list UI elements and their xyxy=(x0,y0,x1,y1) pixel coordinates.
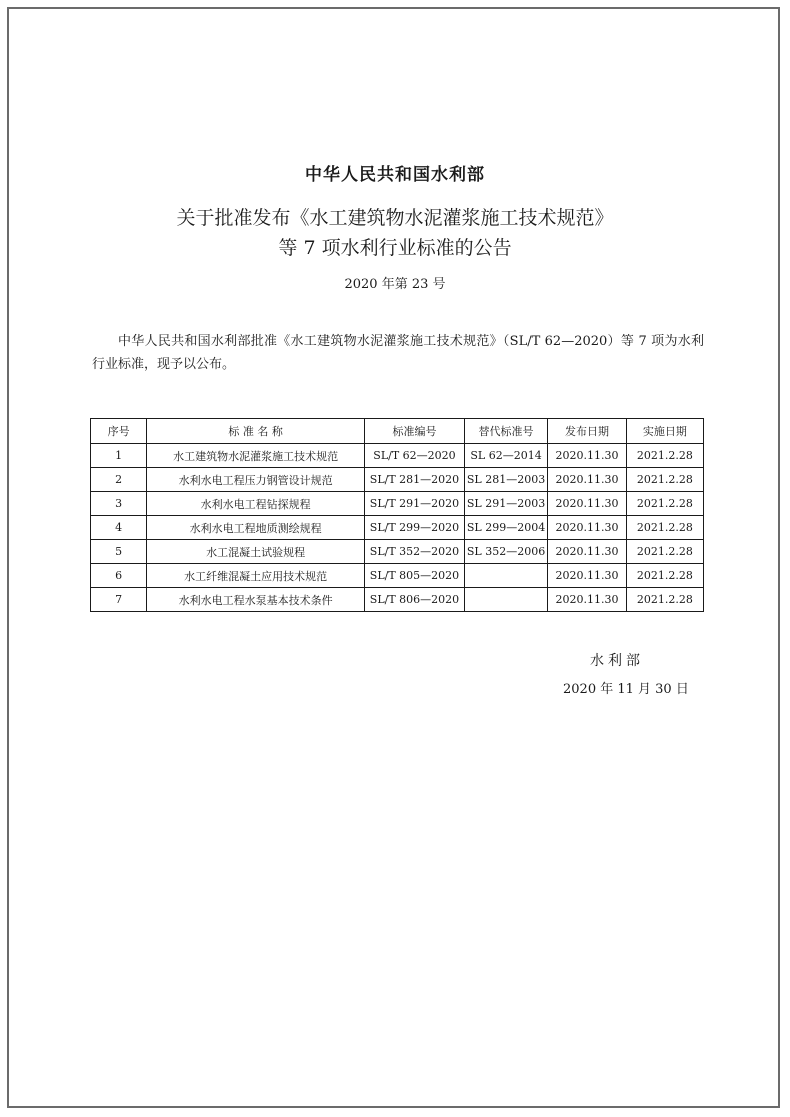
cell-release-date: 2020.11.30 xyxy=(548,564,627,588)
signing-authority: 水利部 xyxy=(590,653,644,669)
cell-serial: 2 xyxy=(91,468,147,492)
cell-release-date: 2020.11.30 xyxy=(548,540,627,564)
cell-effective-date: 2021.2.28 xyxy=(626,444,703,468)
cell-code: SL/T 291—2020 xyxy=(365,492,465,516)
cell-code: SL/T 299—2020 xyxy=(365,516,465,540)
announcement-title-line1: 关于批准发布《水工建筑物水泥灌浆施工技术规范》 xyxy=(176,207,614,229)
cell-effective-date: 2021.2.28 xyxy=(626,588,703,612)
cell-serial: 6 xyxy=(91,564,147,588)
cell-code: SL/T 281—2020 xyxy=(365,468,465,492)
table-row xyxy=(91,588,704,612)
cell-code: SL/T 62—2020 xyxy=(365,444,465,468)
cell-replaced: SL 299—2004 xyxy=(464,516,547,540)
header-release-date: 发布日期 xyxy=(548,419,627,444)
cell-serial: 7 xyxy=(91,588,147,612)
table-row xyxy=(91,516,704,540)
cell-serial: 4 xyxy=(91,516,147,540)
cell-replaced xyxy=(464,588,547,612)
cell-release-date: 2020.11.30 xyxy=(548,468,627,492)
cell-serial: 3 xyxy=(91,492,147,516)
signing-date: 2020 年 11 月 30 日 xyxy=(563,682,689,697)
cell-effective-date: 2021.2.28 xyxy=(626,516,703,540)
table-header-row xyxy=(91,419,704,444)
standards-table xyxy=(90,418,704,612)
cell-name: 水工混凝土试验规程 xyxy=(147,540,365,564)
header-code: 标准编号 xyxy=(365,419,465,444)
cell-replaced: SL 352—2006 xyxy=(464,540,547,564)
cell-name: 水利水电工程地质测绘规程 xyxy=(147,516,365,540)
document-number: 2020 年第 23 号 xyxy=(344,277,446,292)
header-serial: 序号 xyxy=(91,419,147,444)
header-replaced: 替代标准号 xyxy=(464,419,547,444)
cell-name: 水工纤维混凝土应用技术规范 xyxy=(147,564,365,588)
body-paragraph: 中华人民共和国水利部批准《水工建筑物水泥灌浆施工技术规范》（SL/T 62—2020）等 7 项为水利行业标准，现予以公布。 xyxy=(92,334,704,372)
cell-effective-date: 2021.2.28 xyxy=(626,540,703,564)
cell-code: SL/T 352—2020 xyxy=(365,540,465,564)
cell-serial: 1 xyxy=(91,444,147,468)
cell-release-date: 2020.11.30 xyxy=(548,444,627,468)
table-row xyxy=(91,564,704,588)
header-name: 标 准 名 称 xyxy=(147,419,365,444)
cell-replaced: SL 62—2014 xyxy=(464,444,547,468)
cell-code: SL/T 805—2020 xyxy=(365,564,465,588)
table-row xyxy=(91,492,704,516)
table-row xyxy=(91,468,704,492)
announcement-title-line2: 等 7 项水利行业标准的公告 xyxy=(278,237,512,259)
cell-effective-date: 2021.2.28 xyxy=(626,492,703,516)
cell-code: SL/T 806—2020 xyxy=(365,588,465,612)
table-row xyxy=(91,540,704,564)
cell-effective-date: 2021.2.28 xyxy=(626,564,703,588)
cell-release-date: 2020.11.30 xyxy=(548,516,627,540)
cell-effective-date: 2021.2.28 xyxy=(626,468,703,492)
cell-name: 水利水电工程钻探规程 xyxy=(147,492,365,516)
cell-serial: 5 xyxy=(91,540,147,564)
table-row xyxy=(91,444,704,468)
header-effective-date: 实施日期 xyxy=(626,419,703,444)
cell-release-date: 2020.11.30 xyxy=(548,492,627,516)
cell-replaced: SL 291—2003 xyxy=(464,492,547,516)
issuing-organization: 中华人民共和国水利部 xyxy=(305,165,485,185)
cell-name: 水利水电工程压力钢管设计规范 xyxy=(147,468,365,492)
cell-replaced: SL 281—2003 xyxy=(464,468,547,492)
cell-name: 水利水电工程水泵基本技术条件 xyxy=(147,588,365,612)
cell-replaced xyxy=(464,564,547,588)
cell-name: 水工建筑物水泥灌浆施工技术规范 xyxy=(147,444,365,468)
cell-release-date: 2020.11.30 xyxy=(548,588,627,612)
